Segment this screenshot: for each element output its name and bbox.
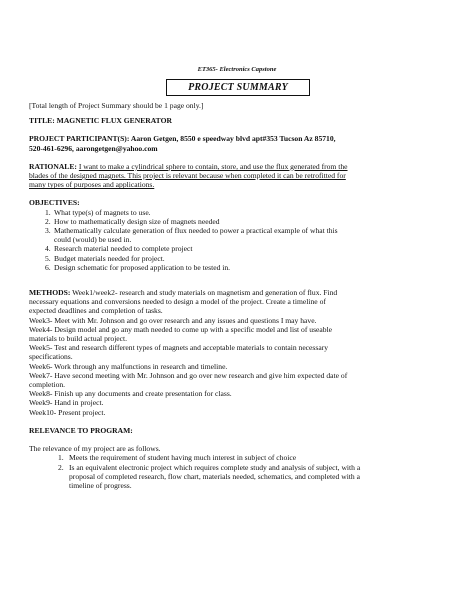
relevance-intro: The relevance of my project are as follows. [29,444,161,454]
list-item: 1. Meets the requirement of student having much interest in subject of choice [58,453,297,463]
project-summary-title-box: PROJECT SUMMARY [166,79,310,96]
methods-label: METHODS: [29,288,71,298]
methods-line: Week6- Work through any malfunctions in research and timeline. [29,361,228,371]
participants-line-2: 520-461-6296, aarongetgen@yahoo.com [29,143,158,153]
list-item: 2. How to mathematically design size of magnets needed [45,216,220,226]
methods-text-1: Week1/week2- research and study materials on magnetism and generation of flux. Find [72,288,338,298]
relevance-list [29,453,447,490]
rationale-text-1: I want to make a cylindrical sphere to contain, store, and use the flux generated from the [78,161,348,171]
document-body [29,101,447,490]
methods-line: Week3- Meet with Mr. Johnson and go over research and any issues and questions I may have. [29,315,317,325]
list-item: 4. Research material needed to complete project [45,244,193,254]
rationale-line-1 [29,162,447,171]
participants-line-1 [29,134,447,143]
list-item: could (would) be used in. [54,235,132,245]
list-item: 3. Mathematically calculate generation of flux needed to power a practical example of what this [45,226,338,236]
methods-line: Week5- Test and research different types of magnets and acceptable materials to contain necessary [29,343,329,353]
list-item: proposal of completed research, flow chart, materials needed, schematics, and completed with a [69,471,360,481]
methods-line: Week10- Present project. [29,407,106,417]
list-item: timeline of progress. [69,480,132,490]
objectives-list [29,208,447,272]
list-item: 1. What type(s) of magnets to use. [45,207,151,217]
methods-line: necessary equations and conversions needed to design a model of the project. Create a timeline of [29,297,326,307]
methods-line: Week7- Have second meeting with Mr. Johnson and go over new research and give him expected date of [29,370,348,380]
participants-label: PROJECT PARTICIPANT(S): [29,134,130,144]
course-header: ET365- Electronics Capstone [197,66,277,73]
methods-line: Week4- Design model and go any math needed to come up with a specific model and list of useable [29,324,333,334]
methods-line-1 [29,288,447,297]
title-label: TITLE: [29,116,55,126]
length-note: [Total length of Project Summary should be 1 page only.] [29,101,204,110]
list-item: 2. Is an equivalent electronic project which requires complete study and analysis of subject, with a [58,462,361,472]
title-line [29,116,447,125]
methods-line: completion. [29,380,66,390]
methods-line: expected deadlines and completion of tasks. [29,306,163,316]
participants-text-1: Aaron Getgen, 8550 e speedway blvd apt#353 Tucson Az 85710, [130,134,336,144]
methods-line: Week9- Hand in project. [29,398,104,408]
rationale-text-3: many types of purposes and applications. [29,180,155,190]
rationale-label: RATIONALE: [29,161,77,171]
list-item: 5. Budget materials needed for project. [45,253,165,263]
methods-line: Week8- Finish up any documents and create presentation for class. [29,389,232,399]
methods-line: specifications. [29,352,73,362]
objectives-label: OBJECTIVES: [29,198,80,208]
title-value: MAGNETIC FLUX GENERATOR [56,116,172,126]
methods-line: materials to build actual project. [29,334,128,344]
rationale-text-2: blades of the designed magnets. This project is relevant because when completed it can be retrofitted for [29,171,346,181]
relevance-label: RELEVANCE TO PROGRAM: [29,425,133,435]
list-item: 6. Design schematic for proposed application to be tested in. [45,262,231,272]
